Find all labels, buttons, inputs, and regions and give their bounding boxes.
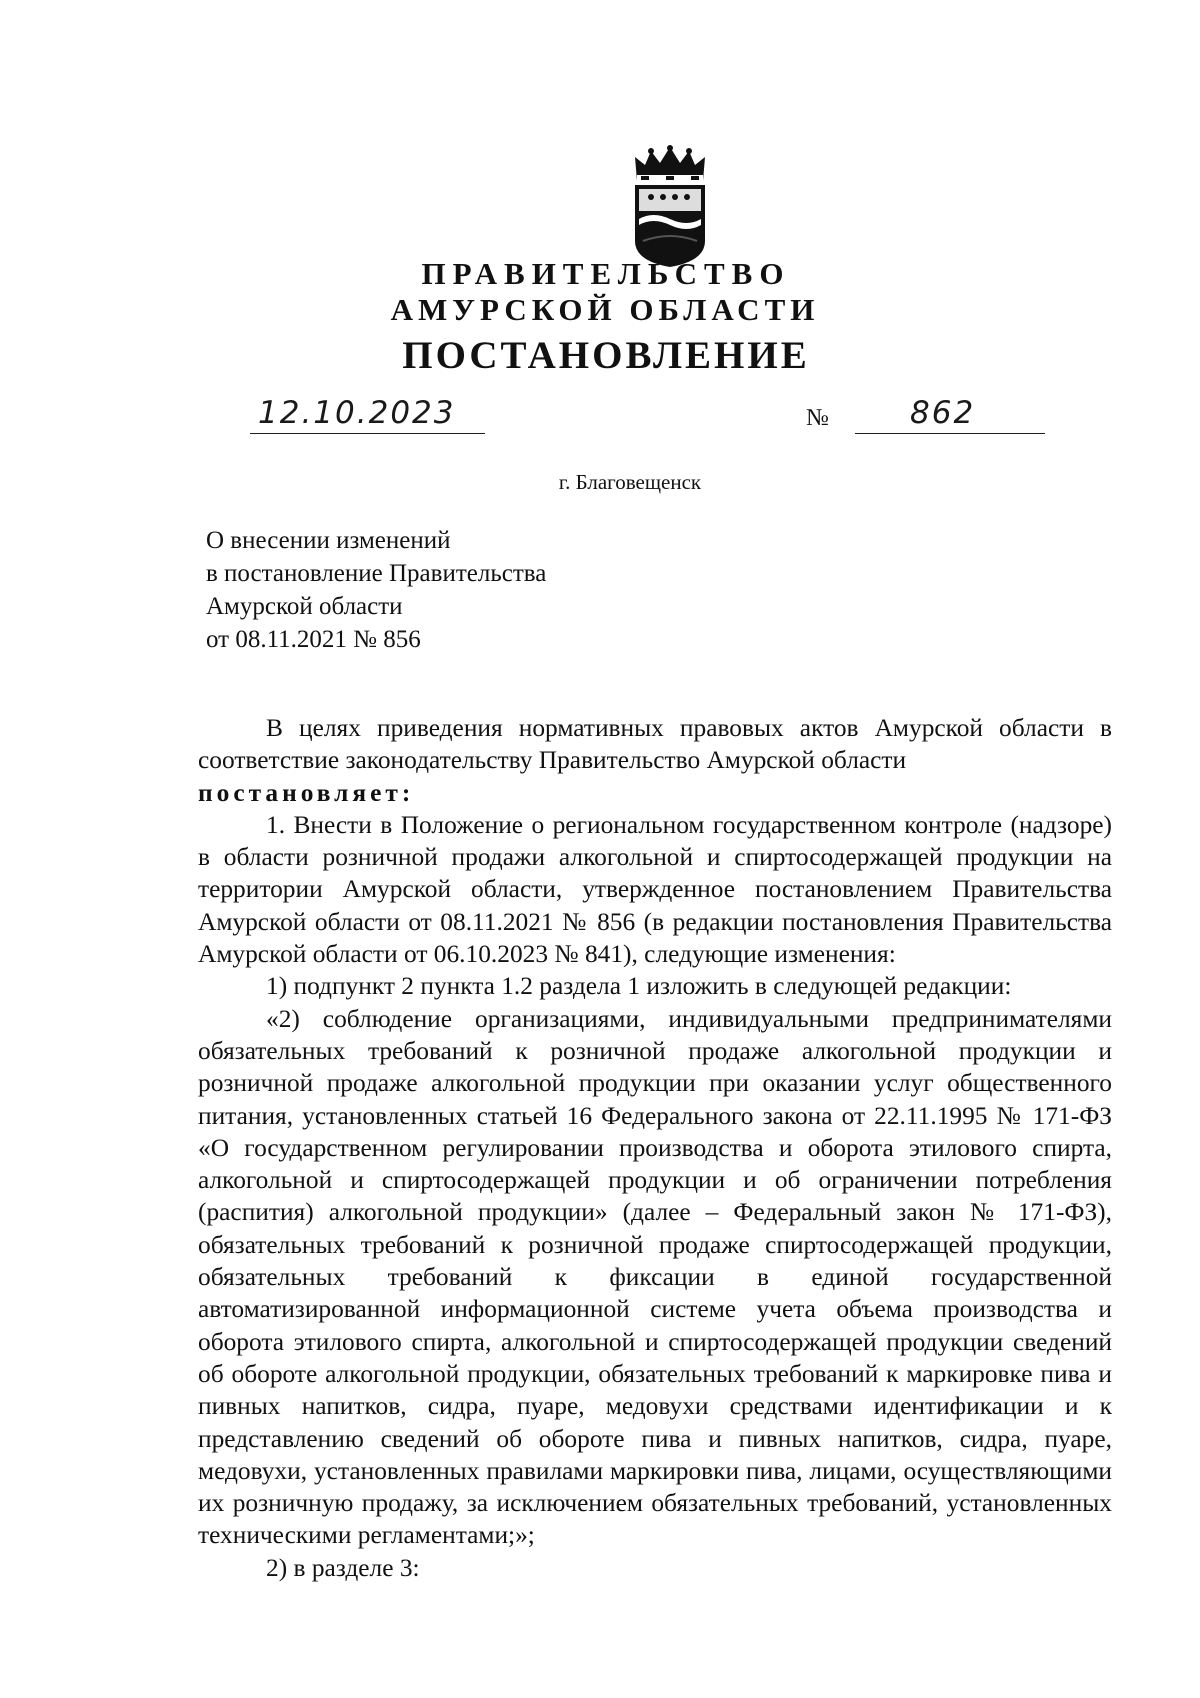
government-title-line1: ПРАВИТЕЛЬСТВО xyxy=(421,256,791,291)
handwritten-number: 862 xyxy=(910,395,976,431)
document-body xyxy=(198,712,1112,1584)
subitem-2-paragraph: 2) в разделе 3: xyxy=(266,1553,420,1582)
resolves-word: постановляет: xyxy=(198,778,415,807)
handwritten-date: 12.10.2023 xyxy=(258,395,456,431)
subitem-1-paragraph: 1) подпункт 2 пункта 1.2 раздела 1 изложить в следующей редакции: xyxy=(266,972,1012,1001)
number-field xyxy=(855,393,1045,434)
government-title-line2: АМУРСКОЙ ОБЛАСТИ xyxy=(390,292,820,327)
item-1-paragraph: 1. Внести в Положение о региональном государственном контроле (надзоре) в области розничной продажи алкогольной и спиртосодержащей продукции на территории Амурской области, утвержденное постановлением Правительства Амурской области от 08.11.2021 № 856 (в редакции постановления Правительства Амурской области от 06.10.2023 № 841), следующие изменения: xyxy=(198,810,1112,969)
subject-line: Амурской области xyxy=(206,593,403,620)
subject-line: О внесении изменений xyxy=(206,527,451,554)
quoted-text-paragraph: «2) соблюдение организациями, индивидуальными предпринимателями обязательных требований к розничной продаже алкогольной продукции и розничной продаже алкогольной продукции при оказании услуг общественного питания, установленных статьей 16 Федерального закона от 22.11.1995 № 171-ФЗ «О государственном регулировании производства и оборота этилового спирта, алкогольной и спиртосодержащей продукции и об ограничении потребления (распития) алкогольной продукции» (далее – Федеральный закон № 171-ФЗ), обязательных требований к розничной продаже спиртосодержащей продукции, обязательных требований к фиксации в единой государственной автоматизированной информационной системе учета объема производства и оборота этилового спирта, алкогольной и спиртосодержащей продукции сведений об обороте алкогольной продукции, обязательных требований к маркировке пива и пивных напитков, сидра, пуаре, медовухи средствами идентификации и к представлению сведений об обороте пива и пивных напитков, сидра, пуаре, медовухи, установленных правилами маркировки пива, лицами, осуществляющими их розничную продажу, за исключением обязательных требований, установленных техническими регламентами;»; xyxy=(198,1004,1112,1550)
coat-of-arms-icon xyxy=(629,145,711,269)
date-field xyxy=(250,393,485,434)
subject-line: от 08.11.2021 № 856 xyxy=(206,626,421,653)
city-name: г. Благовещенск xyxy=(558,470,702,494)
document-type-title: ПОСТАНОВЛЕНИЕ xyxy=(402,334,810,377)
subject-line: в постановление Правительства xyxy=(206,560,547,587)
document-subject xyxy=(206,524,546,656)
preamble-paragraph: В целях приведения нормативных правовых актов Амурской области в соответствие законодательству Правительство Амурской области xyxy=(198,714,1112,775)
number-label: № xyxy=(806,405,829,431)
